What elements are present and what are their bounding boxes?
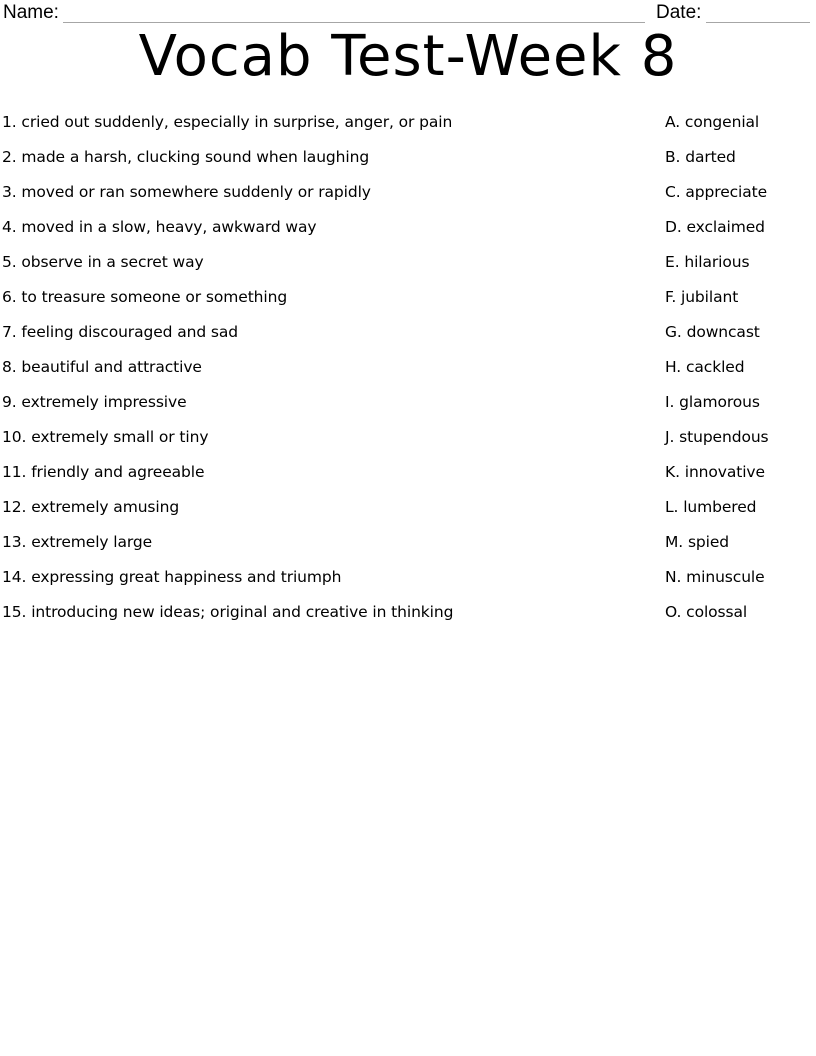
match-row [2,140,816,175]
question-text: extremely small or tiny [31,427,209,446]
question-item [2,498,179,516]
question-text: cried out suddenly, especially in surprise, anger, or pain [21,113,453,132]
question-text: made a harsh, clucking sound when laughing [21,148,370,167]
answer-item [665,140,736,175]
answer-word: lumbered [683,497,757,516]
question-text: beautiful and attractive [21,358,202,377]
answer-letter: N. [665,567,682,586]
answer-letter: B. [665,148,681,167]
answer-item [665,280,738,315]
answer-letter: C. [665,183,681,202]
question-item [2,183,371,201]
answer-letter: G. [665,323,682,342]
match-row [2,175,816,210]
answer-word: darted [685,148,736,167]
question-number: 3. [2,183,17,202]
match-row [2,280,816,315]
answer-item [665,315,760,350]
question-item [2,428,208,446]
question-number: 7. [2,323,17,342]
match-row [2,524,816,559]
matching-list [2,105,816,629]
match-row [2,594,816,629]
answer-item [665,175,767,210]
answer-letter: A. [665,113,681,132]
answer-word: minuscule [686,567,765,586]
question-item [2,218,316,236]
answer-letter: K. [665,462,680,481]
question-number: 5. [2,253,17,272]
question-number: 8. [2,358,17,377]
answer-letter: F. [665,288,677,307]
answer-item [665,245,749,280]
question-text: extremely amusing [31,497,180,516]
answer-item [665,210,765,245]
question-number: 9. [2,392,17,411]
answer-word: congenial [684,113,760,132]
match-row [2,559,816,594]
answer-item [665,454,765,489]
question-text: feeling discouraged and sad [21,323,239,342]
question-text: observe in a secret way [21,253,204,272]
answer-letter: O. [665,602,682,621]
question-number: 14. [2,567,27,586]
answer-item [665,350,744,385]
question-item [2,533,152,551]
question-text: friendly and agreeable [31,462,205,481]
question-number: 6. [2,288,17,307]
question-text: extremely large [31,532,153,551]
match-row [2,385,816,420]
answer-letter: I. [665,392,675,411]
answer-item [665,559,765,594]
match-row [2,315,816,350]
answer-word: colossal [686,602,748,621]
question-item [2,358,202,376]
question-number: 11. [2,462,27,481]
name-blank-line [63,0,645,23]
answer-letter: D. [665,218,682,237]
date-label: Date: [656,2,702,23]
question-item [2,113,452,131]
answer-word: exclaimed [686,218,765,237]
question-text: extremely impressive [21,392,187,411]
answer-letter: H. [665,358,682,377]
question-number: 2. [2,148,17,167]
match-row [2,454,816,489]
question-item [2,603,453,621]
question-text: expressing great happiness and triumph [31,567,342,586]
answer-word: jubilant [680,288,739,307]
answer-letter: J. [665,427,675,446]
question-item [2,323,238,341]
question-text: to treasure someone or something [21,288,288,307]
question-number: 4. [2,218,17,237]
page-title: Vocab Test-Week 8 [138,24,678,89]
question-item [2,288,287,306]
match-row [2,245,816,280]
question-item [2,393,187,411]
answer-word: spied [687,532,730,551]
date-blank-line [706,0,810,23]
question-item [2,148,369,166]
answer-word: downcast [686,323,760,342]
answer-item [665,385,760,420]
answer-word: innovative [684,462,765,481]
match-row [2,210,816,245]
answer-word: cackled [685,358,745,377]
question-number: 13. [2,532,27,551]
answer-item [665,594,747,629]
question-number: 1. [2,113,17,132]
answer-word: stupendous [679,427,769,446]
answer-letter: M. [665,532,684,551]
answer-item [665,419,769,454]
question-item [2,463,204,481]
answer-word: glamorous [679,392,760,411]
answer-letter: E. [665,253,680,272]
answer-letter: L. [665,497,679,516]
answer-item [665,489,756,524]
question-text: moved in a slow, heavy, awkward way [21,218,317,237]
question-item [2,568,341,586]
match-row [2,350,816,385]
question-item [2,253,204,271]
question-number: 15. [2,602,27,621]
question-number: 12. [2,497,27,516]
question-text: moved or ran somewhere suddenly or rapidly [21,183,371,202]
answer-item [665,105,759,140]
match-row [2,419,816,454]
match-row [2,489,816,524]
name-label: Name: [3,2,59,23]
answer-word: appreciate [685,183,768,202]
match-row [2,105,816,140]
answer-item [665,524,729,559]
question-number: 10. [2,427,27,446]
answer-word: hilarious [684,253,750,272]
question-text: introducing new ideas; original and creative in thinking [31,602,454,621]
